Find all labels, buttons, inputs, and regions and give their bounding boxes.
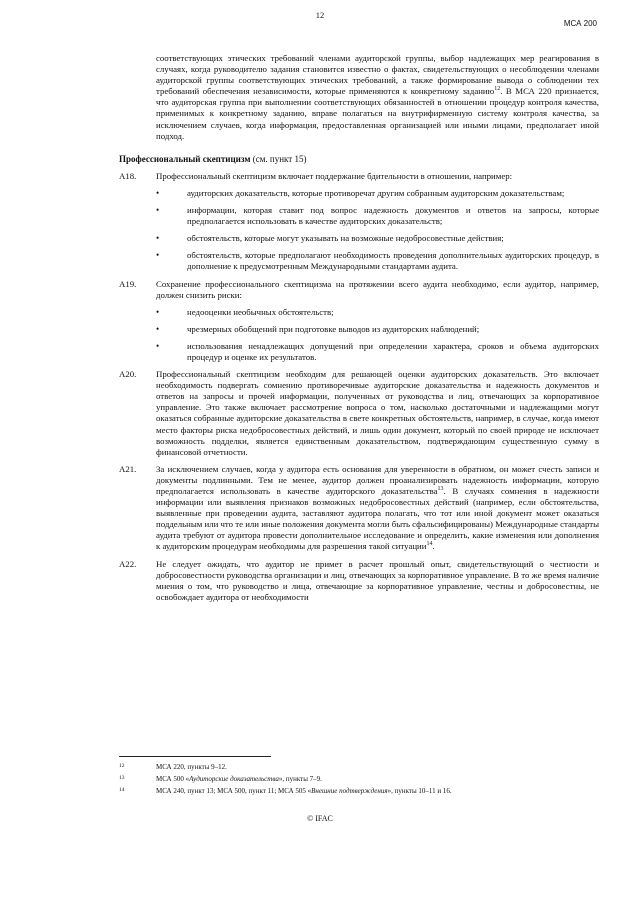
bullet-icon: • <box>156 250 160 261</box>
footnote-ref-12[interactable]: 12 <box>494 86 501 93</box>
paragraph-number: A22. <box>119 558 137 569</box>
list-item: • аудиторских доказательств, которые противоречат другим собранным аудиторским доказательствам; <box>156 187 565 198</box>
bullet-icon: • <box>156 340 160 351</box>
bullet-icon: • <box>156 187 160 198</box>
paragraph-number: A20. <box>119 369 137 380</box>
list-item: • обстоятельств, которые предполагают необходимость проведения дополнительных аудиторских процедур, в дополнение к предусмотренным Международными стандартами аудита. <box>156 250 599 272</box>
footnotes <box>119 763 599 799</box>
main-content <box>119 53 599 603</box>
paragraph-a22: A22. Не следует ожидать, что аудитор не примет в расчет прошлый опыт, свидетельствующий о честности и добросовестности руководства организации и лиц, отвечающих за корпоративное управление. В то же время наличие мнения о том, что руководство и лица, отвечающие за корпоративное управление, честны и добросовестны, не освобождает аудитора от необходимости <box>119 558 599 602</box>
bullet-list-a18 <box>156 188 599 273</box>
paragraph-number: A19. <box>119 278 137 289</box>
list-item: • недооценки необычных обстоятельств; <box>156 306 334 317</box>
document-code: МСА 200 <box>563 19 597 28</box>
page-number: 12 <box>315 10 325 20</box>
continued-paragraph: соответствующих этических требований членами аудиторской группы, выбор надлежащих мер реагирования в случаях, когда руководителю задания становится известно о фактах, свидетельствующих о несоблюдении членами аудиторской группы соответствующих этических требований, а также формирование вывода о соблюдении тех требований обеспечения независимости, которые применяются к конкретному заданию$^{12}$. В МСА 220 признается, что аудиторская группа при выполнении соответствующих обязанностей в отношении процедур контроля качества, применимых к конкретному заданию, вправе полагаться на внутрифирменную систему контроля качества, за исключением случаев, когда информация, предоставленная организацией или иными лицами, предполагает иной подход. <box>156 53 599 141</box>
paragraph-number: A18. <box>119 170 137 181</box>
paragraph-a18: A18. Профессиональный скептицизм включает поддержание бдительности в отношении, например: • аудиторских доказательств, которые противоречат другим собранным аудиторским доказательствам; • информации, которая ставит под вопрос надежность документов и ответов на запросы, которые предполагается использовать в качестве аудиторских доказательств; • обстоятельств, которые могут указывать на возможные недобросовестные действия; • обстоятельств, которые предполагают необходимость проведения дополнительных аудиторских процедур, в дополнение к предусмотренным Международными стандартами аудита. <box>119 170 599 272</box>
footnote-13: 13 МСА 500 «Аудиторские доказательства», пункты 7–9. <box>119 775 322 783</box>
bullet-icon: • <box>156 323 160 334</box>
list-item: • информации, которая ставит под вопрос надежность документов и ответов на запросы, которые предполагается использовать в качестве аудиторских доказательств; <box>156 205 599 227</box>
copyright-footer: © IFAC <box>307 814 333 823</box>
list-item: • обстоятельств, которые могут указывать на возможные недобросовестные действия; <box>156 233 504 244</box>
footnote-divider <box>119 756 271 757</box>
paragraph-a21: A21. За исключением случаев, когда у аудитора есть основания для уверенности в обратном, он может счесть записи и документы подлинными. Тем не менее, аудитор должен проанализировать надежность информации, которую предполагается использовать в качестве аудиторского доказательства$^{13}$. В случаях сомнения в надежности информации или выявления признаков возможных недобросовестных действий (например, если обстоятельства, выявленные при проведении аудита, заставляют аудитора полагать, что тот или иной документ может оказаться поддельным или что те или иные положения документа могли быть сфальсифицированы) Международные стандарты аудита требуют от аудитора провести дополнительное исследование и определить, какие изменения или дополнения к аудиторским процедурам необходимы для разрешения такой ситуации$^{14}$. <box>119 463 600 552</box>
paragraph-number: A21. <box>119 463 137 474</box>
bullet-list-a19 <box>156 307 599 363</box>
footnote-ref-13[interactable]: 13 <box>437 486 444 493</box>
section-heading: Профессиональный скептицизм (см. пункт 15) <box>119 153 307 164</box>
bullet-icon: • <box>156 233 160 244</box>
list-item: • чрезмерных обобщений при подготовке выводов из аудиторских наблюдений; <box>156 323 480 334</box>
bullet-icon: • <box>156 205 160 216</box>
bullet-icon: • <box>156 306 160 317</box>
footnote-ref-14[interactable]: 14 <box>426 541 433 548</box>
list-item: • использования ненадлежащих допущений при определении характера, сроков и объема аудиторских процедур и оценке их результатов. <box>156 340 599 362</box>
paragraph-a19: A19. Сохранение профессионального скептицизма на протяжении всего аудита необходимо, если аудитор, например, должен снизить риски: • недооценки необычных обстоятельств; • чрезмерных обобщений при подготовке выводов из аудиторских наблюдений; • использования ненадлежащих допущений при определении характера, сроков и объема аудиторских процедур и оценке их результатов. <box>119 278 599 362</box>
footnote-14: 14 МСА 240, пункт 13; МСА 500, пункт 11; МСА 505 «Внешние подтверждения», пункты 10–11 и 16. <box>119 787 452 795</box>
paragraph-a20: A20. Профессиональный скептицизм необходим для решающей оценки аудиторских доказательств. Это включает необходимость подвергать сомнению противоречивые аудиторские доказательства и надежность документов и ответов на запросы и прочей информации, полученных от руководства и лиц, отвечающих за корпоративное управление. Это также включает рассмотрение вопроса о том, насколько достаточными и надлежащими могут оказаться собранные аудиторские доказательства в свете конкретных обстоятельств, например, в случае, когда имеют место факторы риска недобросовестных действий, и лишь один документ, который по своей природе не исключает возможность подделки, является единственным доказательством, подтверждающим существенную сумму в финансовой отчетности. <box>119 369 599 457</box>
footnote-12: 12 МСА 220, пункты 9–12. <box>119 763 227 771</box>
